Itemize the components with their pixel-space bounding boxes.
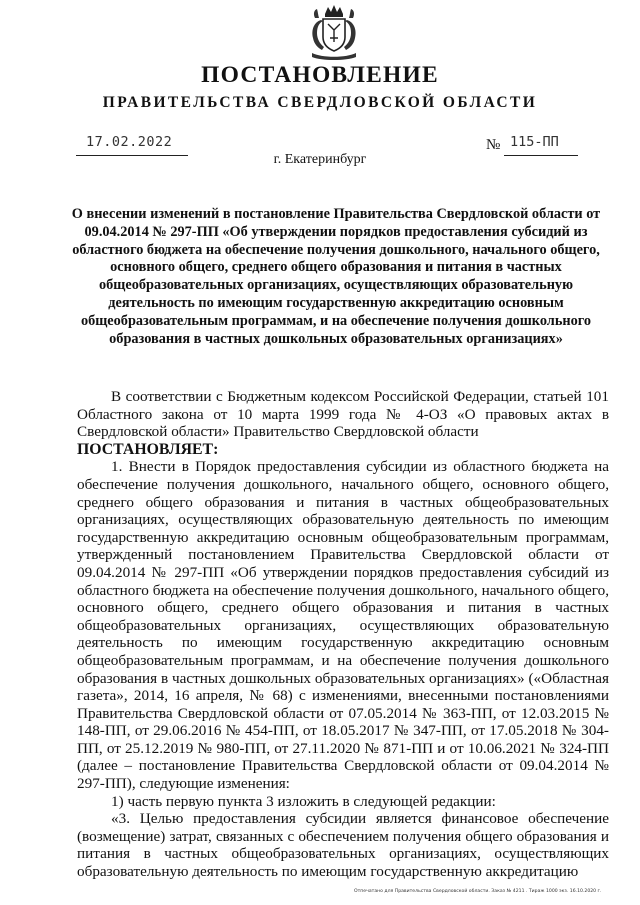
document-body — [77, 388, 609, 881]
document-heading: О внесении изменений в постановление Правительства Свердловской области от 09.04.2014 № 297-ПП «Об утверждении порядков предоставления субсидий из областного бюджета на обеспечение получения дошкольного, начального общего, основного общего, среднего общего образования и питания в частных общеобразовательных организациях, осуществляющих образовательную деятельность по имеющим государственную аккредитацию основным общеобразовательным программам, и на обеспечение получения дошкольного образования в частных дошкольных образовательных организациях» — [71, 206, 601, 347]
issuer-subtitle: ПРАВИТЕЛЬСТВА СВЕРДЛОВСКОЙ ОБЛАСТИ — [102, 94, 538, 111]
document-number: 115-ПП — [510, 134, 559, 150]
document-type-title: ПОСТАНОВЛЕНИЕ — [201, 62, 439, 88]
subitem-1-paragraph: 1) часть первую пункта 3 изложить в следующей редакции: — [111, 792, 496, 810]
resolve-heading: ПОСТАНОВЛЯЕТ: — [77, 440, 219, 458]
quote-paragraph: «3. Целью предоставления субсидии является финансовое обеспечение (возмещение) затрат, связанных с обеспечением получения общего образования и питания в частных общеобразовательных организациях, осуществляющих образовательную деятельность по имеющим государственную аккредитацию — [77, 810, 609, 881]
city-label: г. Екатеринбург — [273, 152, 367, 167]
coat-of-arms-icon — [304, 4, 364, 62]
item-1-paragraph: 1. Внести в Порядок предоставления субсидии из областного бюджета на обеспечение получения дошкольного, начального общего, основного общего, среднего общего образования и питания в частных общеобразовательных организациях, осуществляющих образовательную деятельность по имеющим государственную аккредитацию основным общеобразовательным программам, утвержденный постановлением Правительства Свердловской области от 09.04.2014 № 297-ПП «Об утверждении порядков предоставления субсидий из областного бюджета на обеспечение получения дошкольного, начального общего, основного общего, среднего общего образования и питания в частных общеобразовательных организациях, осуществляющих образовательную деятельность по имеющим государственную аккредитацию основным общеобразовательным программам, и на обеспечение получения дошкольного образования в частных дошкольных образовательных организациях» («Областная газета», 2014, 16 апреля, № 68) с изменениями, внесенными постановлениями Правительства Свердловской области от 07.05.2014 № 363-ПП, от 12.03.2015 № 148-ПП, от 29.06.2016 № 454-ПП, от 18.05.2017 № 347-ПП, от 17.05.2018 № 304-ПП, от 25.12.2019 № 980-ПП, от 27.11.2020 № 871-ПП и от 10.06.2021 № 324-ПП (далее – постановление Правительства Свердловской области от 09.04.2014 № 297-ПП), следующие изменения: — [77, 458, 609, 793]
print-footer: Отпечатано для Правительства Свердловской области. Заказ № 4211 . Тираж 1000 экз. 16.10.2020 г. — [354, 889, 602, 894]
number-sign: № — [486, 137, 501, 153]
document-date: 17.02.2022 — [86, 134, 173, 150]
intro-paragraph: В соответствии с Бюджетным кодексом Российской Федерации, статьей 101 Областного закона от 10 марта 1999 года № 4-ОЗ «О правовых актах в Свердловской области» Правительство Свердловской области — [77, 388, 609, 441]
